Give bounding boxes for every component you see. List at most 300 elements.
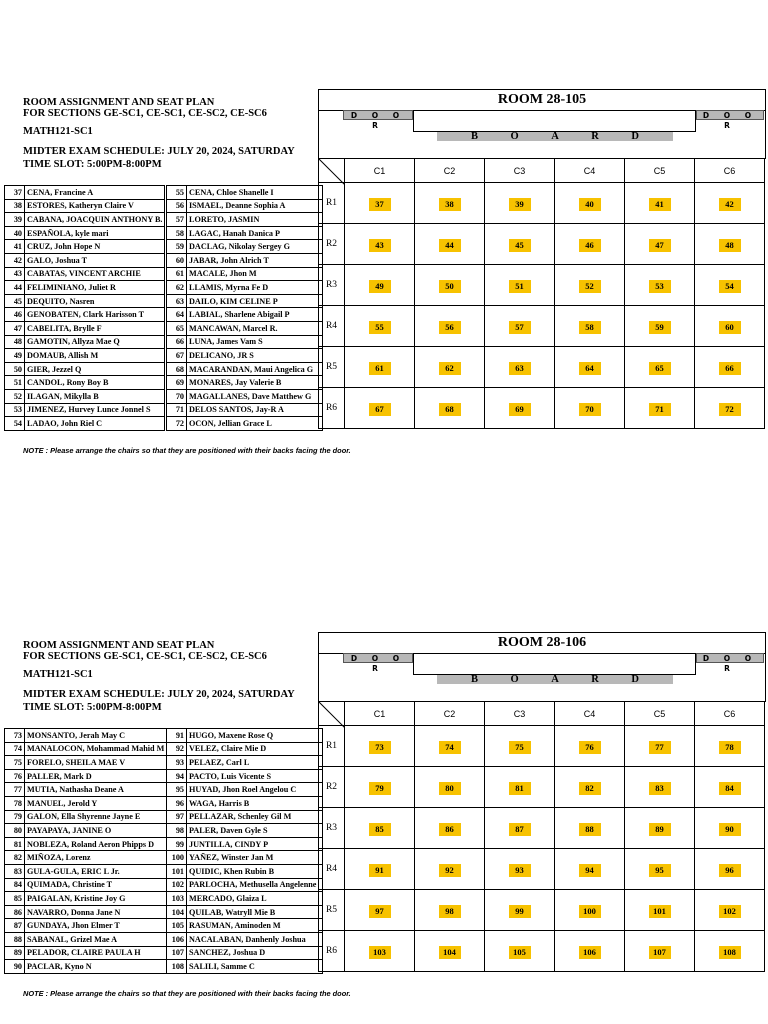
header-schedule: MIDTER EXAM SCHEDULE: JULY 20, 2024, SATURDAY: [23, 146, 295, 157]
seat-grid: [318, 701, 765, 972]
roster-row: [5, 742, 167, 756]
roster-student-name: GALO, Joshua T: [25, 253, 165, 267]
seat-number-badge: 43: [369, 239, 391, 252]
board: [437, 132, 673, 141]
seat-cell: [555, 849, 625, 890]
header-sections: FOR SECTIONS GE-SC1, CE-SC1, CE-SC2, CE-SC6: [23, 108, 267, 119]
seat-number-badge: 92: [439, 864, 461, 877]
roster-student-name: GAMOTIN, Allyza Mae Q: [25, 335, 165, 349]
room-header-box: [318, 632, 766, 702]
roster-row: [167, 905, 323, 919]
roster-seat-number: 38: [5, 199, 25, 213]
seat-cell: [415, 306, 485, 347]
roster-row: [167, 349, 323, 363]
roster-seat-number: 83: [5, 864, 25, 878]
roster-row: [167, 892, 323, 906]
roster-row: [167, 729, 323, 743]
roster-student-name: LLAMIS, Myrna Fe D: [187, 281, 323, 295]
roster-row: [167, 335, 323, 349]
roster-row: [167, 186, 323, 200]
roster-seat-number: 90: [5, 960, 25, 974]
roster-student-name: SALILI, Samme C: [187, 960, 323, 974]
seat-number-badge: 53: [649, 280, 671, 293]
roster-row: [167, 756, 323, 770]
roster-row: [5, 362, 165, 376]
seat-grid: [318, 158, 765, 429]
seat-cell: [415, 931, 485, 972]
board: [437, 675, 673, 684]
corner-diagonal: [319, 159, 345, 185]
roster-seat-number: 52: [5, 389, 25, 403]
seat-number-badge: 102: [719, 905, 741, 918]
roster-seat-number: 82: [5, 851, 25, 865]
seat-cell: [625, 388, 695, 429]
roster-student-name: CABANA, JOACQUIN ANTHONY B.: [25, 213, 165, 227]
roster-seat-number: 53: [5, 403, 25, 417]
roster-row: [5, 335, 165, 349]
roster-student-name: DAILO, KIM CELINE P: [187, 294, 323, 308]
seat-cell: [415, 726, 485, 767]
seat-number-badge: 54: [719, 280, 741, 293]
roster-student-name: QUILAB, Watryll Mie B: [187, 905, 323, 919]
corner-diagonal: [319, 702, 345, 728]
roster-student-name: PALER, Daven Gyle S: [187, 824, 323, 838]
seat-number-badge: 74: [439, 741, 461, 754]
roster-student-name: MANCAWAN, Marcel R.: [187, 321, 323, 335]
roster-seat-number: 70: [167, 389, 187, 403]
seat-number-badge: 67: [369, 403, 391, 416]
seat-number-badge: 101: [649, 905, 671, 918]
roster-seat-number: 44: [5, 281, 25, 295]
seat-number-badge: 70: [579, 403, 601, 416]
roster-student-name: MANALOCON, Mohammad Mahid M: [25, 742, 167, 756]
roster-seat-number: 60: [167, 253, 187, 267]
seat-cell: [695, 347, 765, 388]
seat-cell: [695, 931, 765, 972]
roster-student-name: PELAEZ, Carl L: [187, 756, 323, 770]
seat-cell: [625, 767, 695, 808]
column-header: C6: [695, 702, 765, 726]
grid-corner: [319, 159, 345, 183]
roster-seat-number: 56: [167, 199, 187, 213]
roster-row: [5, 281, 165, 295]
seat-number-badge: 62: [439, 362, 461, 375]
roster-student-name: PALLER, Mark D: [25, 769, 167, 783]
roster-seat-number: 80: [5, 824, 25, 838]
roster-seat-number: 76: [5, 769, 25, 783]
seat-number-badge: 84: [719, 782, 741, 795]
row-header: R3: [319, 265, 345, 306]
seat-number-badge: 94: [579, 864, 601, 877]
row-header: R1: [319, 183, 345, 224]
seat-cell: [695, 388, 765, 429]
board-letter: D: [631, 131, 639, 142]
roster-seat-number: 107: [167, 946, 187, 960]
seat-number-badge: 59: [649, 321, 671, 334]
seat-number-badge: 42: [719, 198, 741, 211]
roster-row: [5, 851, 167, 865]
seat-number-badge: 50: [439, 280, 461, 293]
roster-student-name: OCON, Jellian Grace L: [187, 417, 323, 431]
roster-student-name: DOMAUB, Allish M: [25, 349, 165, 363]
roster-seat-number: 72: [167, 417, 187, 431]
roster-row: [5, 905, 167, 919]
roster-student-name: NAVARRO, Donna Jane N: [25, 905, 167, 919]
seat-cell: [625, 890, 695, 931]
roster-seat-number: 55: [167, 186, 187, 200]
seat-number-badge: 51: [509, 280, 531, 293]
roster-row: [5, 213, 165, 227]
board-letter: A: [551, 674, 559, 685]
roster-row: [5, 253, 165, 267]
column-header: C5: [625, 702, 695, 726]
roster-row: [167, 783, 323, 797]
seat-cell: [345, 808, 415, 849]
seat-number-badge: 55: [369, 321, 391, 334]
seat-number-badge: 87: [509, 823, 531, 836]
roster-row: [167, 932, 323, 946]
roster-student-name: SANCHEZ, Joshua D: [187, 946, 323, 960]
roster-seat-number: 98: [167, 824, 187, 838]
roster-seat-number: 96: [167, 796, 187, 810]
column-header-row: [319, 159, 765, 183]
roster-seat-number: 75: [5, 756, 25, 770]
seat-cell: [555, 306, 625, 347]
column-header: C1: [345, 702, 415, 726]
seat-cell: [345, 347, 415, 388]
roster-seat-number: 104: [167, 905, 187, 919]
seat-row: [319, 265, 765, 306]
row-header: R1: [319, 726, 345, 767]
roster-student-name: MIÑOZA, Lorenz: [25, 851, 167, 865]
seat-number-badge: 47: [649, 239, 671, 252]
roster-seat-number: 91: [167, 729, 187, 743]
roster-row: [5, 810, 167, 824]
seat-number-badge: 39: [509, 198, 531, 211]
seat-number-badge: 58: [579, 321, 601, 334]
row-header: R4: [319, 849, 345, 890]
seat-row: [319, 726, 765, 767]
seat-cell: [485, 808, 555, 849]
seat-number-badge: 105: [509, 946, 531, 959]
board-letter: R: [591, 131, 599, 142]
roster-row: [5, 321, 165, 335]
seat-number-badge: 86: [439, 823, 461, 836]
roster-seat-number: 86: [5, 905, 25, 919]
seat-row: [319, 183, 765, 224]
roster-seat-number: 59: [167, 240, 187, 254]
header-sections: FOR SECTIONS GE-SC1, CE-SC1, CE-SC2, CE-SC6: [23, 651, 267, 662]
board-frame: [413, 110, 696, 132]
seat-plan-sheet-2: [0, 543, 768, 998]
column-header: C3: [485, 159, 555, 183]
seat-number-badge: 108: [719, 946, 741, 959]
roster-seat-number: 48: [5, 335, 25, 349]
seat-cell: [485, 265, 555, 306]
roster-student-name: JIMENEZ, Hurvey Lunce Jonnel S: [25, 403, 165, 417]
roster-row: [5, 417, 165, 431]
roster-row: [5, 240, 165, 254]
roster-student-name: QUIMADA, Christine T: [25, 878, 167, 892]
column-header: C1: [345, 159, 415, 183]
roster-student-name: DELOS SANTOS, Jay-R A: [187, 403, 323, 417]
seat-number-badge: 96: [719, 864, 741, 877]
roster-seat-number: 101: [167, 864, 187, 878]
roster-seat-number: 64: [167, 308, 187, 322]
seat-row: [319, 347, 765, 388]
seat-number-badge: 80: [439, 782, 461, 795]
roster-row: [167, 824, 323, 838]
roster-seat-number: 65: [167, 321, 187, 335]
room-title: ROOM 28-106: [319, 633, 765, 654]
seat-number-badge: 63: [509, 362, 531, 375]
seat-number-badge: 45: [509, 239, 531, 252]
seat-cell: [485, 388, 555, 429]
roster-row: [167, 226, 323, 240]
roster-student-name: PACLAR, Kyno N: [25, 960, 167, 974]
seat-cell: [415, 849, 485, 890]
seat-cell: [485, 890, 555, 931]
seat-number-badge: 103: [369, 946, 391, 959]
roster-seat-number: 94: [167, 769, 187, 783]
roster-table-right: [166, 728, 323, 974]
roster-student-name: FORELO, SHEILA MAE V: [25, 756, 167, 770]
row-header: R2: [319, 767, 345, 808]
roster-seat-number: 41: [5, 240, 25, 254]
column-header: C4: [555, 702, 625, 726]
seat-cell: [625, 306, 695, 347]
roster-row: [5, 267, 165, 281]
roster-row: [5, 932, 167, 946]
seat-cell: [695, 849, 765, 890]
roster-seat-number: 66: [167, 335, 187, 349]
row-header: R6: [319, 931, 345, 972]
roster-row: [167, 960, 323, 974]
seat-number-badge: 64: [579, 362, 601, 375]
seat-number-badge: 93: [509, 864, 531, 877]
roster-row: [167, 796, 323, 810]
roster-student-name: GENOBATEN, Clark Harisson T: [25, 308, 165, 322]
board-letter: O: [510, 131, 519, 142]
roster-table-right: [166, 185, 323, 431]
seat-number-badge: 56: [439, 321, 461, 334]
roster-row: [167, 417, 323, 431]
roster-seat-number: 108: [167, 960, 187, 974]
seat-cell: [625, 931, 695, 972]
header-course: MATH121-SC1: [23, 669, 93, 680]
roster-row: [5, 756, 167, 770]
roster-seat-number: 50: [5, 362, 25, 376]
seat-row: [319, 849, 765, 890]
seat-cell: [695, 306, 765, 347]
roster-row: [5, 783, 167, 797]
roster-student-name: MACARANDAN, Maui Angelica G: [187, 362, 323, 376]
roster-row: [167, 389, 323, 403]
seat-row: [319, 767, 765, 808]
door-right-label: D O O R: [696, 653, 764, 663]
header-course: MATH121-SC1: [23, 126, 93, 137]
roster-student-name: PAIGALAN, Kristine Joy G: [25, 892, 167, 906]
roster-seat-number: 45: [5, 294, 25, 308]
board-letter: A: [551, 131, 559, 142]
seat-number-badge: 37: [369, 198, 391, 211]
seat-cell: [485, 224, 555, 265]
roster-student-name: MERCADO, Glaiza L: [187, 892, 323, 906]
roster-row: [5, 376, 165, 390]
roster-student-name: ESTORES, Katheryn Claire V: [25, 199, 165, 213]
seat-number-badge: 97: [369, 905, 391, 918]
roster-seat-number: 87: [5, 919, 25, 933]
roster-seat-number: 42: [5, 253, 25, 267]
seat-row: [319, 931, 765, 972]
roster-student-name: GIER, Jezzel Q: [25, 362, 165, 376]
seat-number-badge: 104: [439, 946, 461, 959]
roster-student-name: MACALE, Jhon M: [187, 267, 323, 281]
roster-seat-number: 97: [167, 810, 187, 824]
roster-seat-number: 88: [5, 932, 25, 946]
seat-number-badge: 69: [509, 403, 531, 416]
roster-seat-number: 43: [5, 267, 25, 281]
roster-row: [5, 892, 167, 906]
roster-student-name: QUIDIC, Khen Rubin B: [187, 864, 323, 878]
roster-student-name: PELLAZAR, Schenley Gil M: [187, 810, 323, 824]
row-header: R3: [319, 808, 345, 849]
seat-cell: [555, 265, 625, 306]
seat-number-badge: 46: [579, 239, 601, 252]
roster-row: [5, 864, 167, 878]
row-header: R2: [319, 224, 345, 265]
roster-student-name: YAÑEZ, Winster Jan M: [187, 851, 323, 865]
roster-student-name: NACALABAN, Danhenly Joshua: [187, 932, 323, 946]
seat-number-badge: 73: [369, 741, 391, 754]
seat-cell: [345, 767, 415, 808]
header-title: ROOM ASSIGNMENT AND SEAT PLAN: [23, 640, 215, 651]
roster-row: [5, 308, 165, 322]
seat-number-badge: 66: [719, 362, 741, 375]
roster-student-name: FELIMINIANO, Juliet R: [25, 281, 165, 295]
roster-student-name: WAGA, Harris B: [187, 796, 323, 810]
row-header: R5: [319, 347, 345, 388]
seat-cell: [485, 849, 555, 890]
seat-cell: [555, 347, 625, 388]
seat-cell: [695, 808, 765, 849]
board-letter: O: [510, 674, 519, 685]
seat-number-badge: 81: [509, 782, 531, 795]
row-header: R5: [319, 890, 345, 931]
seat-row: [319, 306, 765, 347]
seat-cell: [625, 849, 695, 890]
column-header-row: [319, 702, 765, 726]
roster-row: [167, 837, 323, 851]
seat-cell: [695, 767, 765, 808]
roster-student-name: DACLAG, Nikolay Sergey G: [187, 240, 323, 254]
roster-student-name: LADAO, John Riel C: [25, 417, 165, 431]
seat-number-badge: 71: [649, 403, 671, 416]
seat-number-badge: 85: [369, 823, 391, 836]
roster-row: [167, 810, 323, 824]
header-title: ROOM ASSIGNMENT AND SEAT PLAN: [23, 97, 215, 108]
seat-cell: [345, 183, 415, 224]
seat-row: [319, 890, 765, 931]
roster-student-name: CENA, Francine A: [25, 186, 165, 200]
roster-seat-number: 79: [5, 810, 25, 824]
roster-row: [167, 308, 323, 322]
roster-seat-number: 100: [167, 851, 187, 865]
column-header: C3: [485, 702, 555, 726]
roster-row: [5, 878, 167, 892]
seat-cell: [485, 347, 555, 388]
seat-number-badge: 78: [719, 741, 741, 754]
roster-seat-number: 74: [5, 742, 25, 756]
roster-seat-number: 58: [167, 226, 187, 240]
seat-cell: [345, 849, 415, 890]
arrangement-note: NOTE : Please arrange the chairs so that they are positioned with their backs facing the door.: [23, 446, 351, 455]
roster-student-name: CABELITA, Brylle F: [25, 321, 165, 335]
seat-cell: [485, 306, 555, 347]
seat-cell: [345, 890, 415, 931]
roster-student-name: VELEZ, Claire Mie D: [187, 742, 323, 756]
roster-student-name: CRUZ, John Hope N: [25, 240, 165, 254]
roster-student-name: ISMAEL, Deanne Sophia A: [187, 199, 323, 213]
roster-seat-number: 37: [5, 186, 25, 200]
seat-number-badge: 52: [579, 280, 601, 293]
roster-student-name: MANUEL, Jerold Y: [25, 796, 167, 810]
seat-number-badge: 72: [719, 403, 741, 416]
seat-cell: [485, 183, 555, 224]
roster-student-name: ILAGAN, Mikylla B: [25, 389, 165, 403]
roster-seat-number: 51: [5, 376, 25, 390]
roster-seat-number: 61: [167, 267, 187, 281]
seat-cell: [485, 726, 555, 767]
door-left-label: D O O R: [343, 110, 413, 120]
roster-row: [167, 864, 323, 878]
seat-cell: [555, 931, 625, 972]
roster-row: [167, 362, 323, 376]
roster-row: [167, 376, 323, 390]
roster-seat-number: 40: [5, 226, 25, 240]
seat-number-badge: 106: [579, 946, 601, 959]
seat-cell: [555, 890, 625, 931]
header-time-slot: TIME SLOT: 5:00PM-8:00PM: [23, 159, 162, 170]
roster-seat-number: 46: [5, 308, 25, 322]
roster-row: [167, 769, 323, 783]
seat-number-badge: 48: [719, 239, 741, 252]
column-header: C5: [625, 159, 695, 183]
seat-cell: [695, 265, 765, 306]
seat-number-badge: 68: [439, 403, 461, 416]
seat-number-badge: 100: [579, 905, 601, 918]
seat-number-badge: 41: [649, 198, 671, 211]
seat-cell: [555, 767, 625, 808]
seat-number-badge: 76: [579, 741, 601, 754]
seat-cell: [415, 347, 485, 388]
roster-seat-number: 105: [167, 919, 187, 933]
seat-row: [319, 388, 765, 429]
seat-number-badge: 77: [649, 741, 671, 754]
roster-seat-number: 103: [167, 892, 187, 906]
roster-row: [5, 294, 165, 308]
roster-row: [167, 403, 323, 417]
seat-number-badge: 83: [649, 782, 671, 795]
seat-number-badge: 44: [439, 239, 461, 252]
seat-cell: [625, 808, 695, 849]
roster-seat-number: 93: [167, 756, 187, 770]
seat-number-badge: 65: [649, 362, 671, 375]
roster-row: [5, 349, 165, 363]
roster-seat-number: 54: [5, 417, 25, 431]
seat-cell: [555, 726, 625, 767]
roster-student-name: CANDOL, Rony Boy B: [25, 376, 165, 390]
